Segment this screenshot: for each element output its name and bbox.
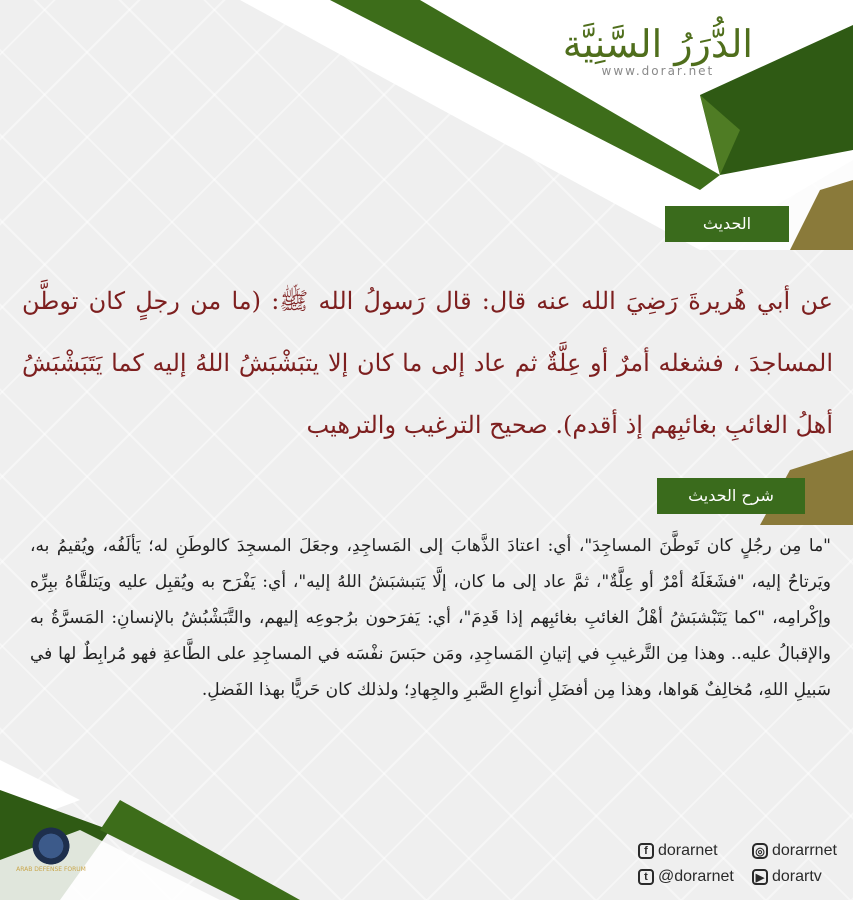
social-facebook[interactable]: [638, 842, 718, 860]
logo-title: الدُّرَرُ السَّنِيَّة: [562, 22, 753, 66]
eagle-emblem-icon: [28, 826, 74, 866]
twitter-handle: @dorarnet: [658, 868, 734, 885]
watermark-text: ARAB DEFENSE FORUM: [16, 866, 86, 873]
logo-url: www.dorar.net: [601, 64, 715, 78]
instagram-icon: ◎: [752, 843, 768, 859]
youtube-handle: dorartv: [772, 868, 822, 885]
watermark-logo: [8, 826, 94, 894]
instagram-handle: dorarrnet: [772, 842, 837, 859]
youtube-icon: ▶: [752, 869, 768, 885]
sharh-text: "ما مِن رجُلٍ كان تَوطَّنَ المساجِدَ"، أي: اعتادَ الذَّهابَ إلى المَساجِدِ، وجعَلَ المسجِدَ كالوطَنِ له؛ يَألَفُه، ويُقيمُ به، ويَرتاحُ إليه، "فشَغَلَهُ أمْرٌ أو عِلَّةٌ"، ثمَّ عاد إلى ما كان، إلَّا يَتبشبَشُ اللهُ إليه"، أي: يَفْرَح به ويُقبِل عليه ويَتلقَّاهُ ببِرِّه وإكْرامِه، "كما يَتَبْشبَشُ أهْلُ الغائبِ بغائبِهم إذا قَدِمَ"، أي: يَفرَحون برُجوعِه إليهم، والتَّبَشْبُشُ بالإنسانِ: المَسرَّةُ به والإقبالُ عليه.. وهذا مِن التَّرغيبِ في إتيانِ المَساجِدِ، ومَن حبَسَ نفْسَه في المساجِدِ على الطَّاعةِ فهو مُرابِطٌ لها في سَبيلِ اللهِ، مُخالِفٌ هَواها، وهذا مِن أفضَلِ أنواعِ الصَّبرِ والجِهادِ؛ ولذلك كان حَريًّا بهذا الفَضلِ.: [30, 536, 831, 700]
social-twitter[interactable]: [638, 868, 734, 886]
hadith-section-label: الحديث: [665, 206, 789, 242]
facebook-icon: f: [638, 843, 654, 859]
sharh-section-label: شرح الحديث: [657, 478, 805, 514]
facebook-handle: dorarnet: [658, 842, 718, 859]
social-instagram[interactable]: [752, 842, 837, 860]
hadith-text: عن أبي هُريرةَ رَضِيَ الله عنه قال: قال رَسولُ الله ﷺ: (ما من رجلٍ كان توطَّن المساجدَ ، فشغله أمرٌ أو عِلَّةٌ ثم عاد إلى ما كان إلا يتبَشْبَشُ اللهُ إليه كما يَتَبَشْبَشُ أهلُ الغائبِ بغائبِهم إذ أقدم). صحيح الترغيب والترهيب: [22, 287, 833, 439]
social-youtube[interactable]: [752, 868, 822, 886]
twitter-icon: t: [638, 869, 654, 885]
dorar-logo: [563, 22, 753, 78]
